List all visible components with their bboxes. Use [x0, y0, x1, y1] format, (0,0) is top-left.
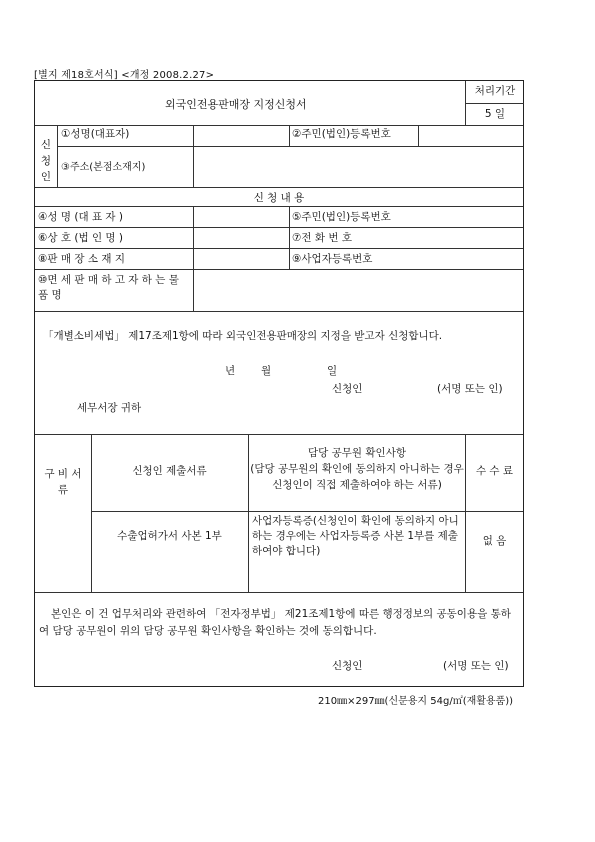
phone-label: ⑦전 화 번 호 [292, 232, 352, 244]
submit-doc-item: 수출업허가서 사본 1부 [117, 530, 222, 542]
content-reg-label: ⑤주민(법인)등록번호 [292, 211, 391, 223]
applicant-reg-label: ②주민(법인)등록번호 [292, 128, 391, 140]
form-reference: [별지 제18호서식] <개정 2008.2.27> [34, 70, 215, 81]
processing-period-value: 5 일 [484, 108, 506, 120]
date-month: 월 [261, 365, 272, 377]
date-year: 년 [225, 365, 236, 377]
rep-name-label: ④성 명 (대 표 자 ) [38, 211, 124, 223]
processing-period-label: 처리기간 [474, 85, 516, 97]
applicant-section-label: 신청인 [40, 139, 52, 183]
addressee: 세무서장 귀하 [77, 402, 142, 414]
goods-label: ⑩면 세 판 매 하 고 자 하 는 물 품 명 [38, 274, 179, 301]
statement-sign: (서명 또는 인) [437, 383, 503, 395]
fee-value: 없 음 [482, 535, 507, 547]
officer-check-header: 담당 공무원 확인사항 (담당 공무원의 확인에 동의하지 아니하는 경우 신청인이 직접 제출하여야 하는 서류) [250, 447, 464, 491]
documents-side-label: 구 비 서 류 [44, 468, 82, 496]
date-day: 일 [327, 365, 338, 377]
application-statement: 「개별소비세법」 제17조제1항에 따라 외국인전용판매장의 지정을 받고자 신청합니다. [43, 330, 443, 342]
consent-statement: 본인은 이 건 업무처리와 관련하여 「전자정부법」 제21조제1항에 따른 행정정보의 공동이용을 통하여 담당 공무원이 위의 담당 공무원 확인사항을 확인하는 것에 동의합니다. [39, 608, 511, 637]
biz-reg-label: ⑨사업자등록번호 [292, 253, 373, 265]
fee-header: 수 수 료 [475, 465, 514, 477]
business-name-label: ⑥상 호 (법 인 명 ) [38, 232, 124, 244]
submit-docs-header: 신청인 제출서류 [132, 465, 207, 477]
paper-spec-footer: 210㎜×297㎜(신문용지 54g/㎡(재활용품)) [318, 696, 514, 707]
applicant-name-label: ①성명(대표자) [61, 128, 130, 140]
application-form [34, 80, 524, 687]
officer-check-item: 사업자등록증(신청인이 확인에 동의하지 아니하는 경우에는 사업자등록증 사본 1부를 제출하여야 합니다) [252, 515, 459, 557]
applicant-address-label: ③주소(본점소재지) [61, 162, 146, 173]
store-location-label: ⑧판 매 장 소 재 지 [38, 253, 125, 265]
statement-applicant: 신청인 [332, 383, 363, 395]
consent-sign: (서명 또는 인) [443, 660, 509, 672]
consent-applicant: 신청인 [332, 660, 363, 672]
form-title: 외국인전용판매장 지정신청서 [165, 98, 307, 111]
content-heading: 신 청 내 용 [253, 192, 305, 204]
